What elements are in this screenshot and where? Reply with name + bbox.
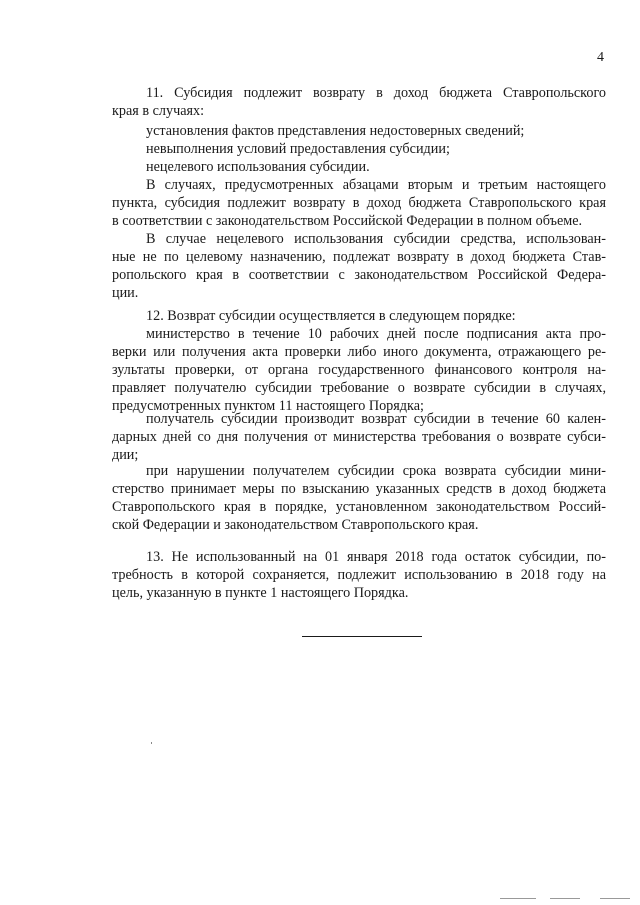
text-line: дии; bbox=[112, 446, 139, 463]
scan-mark bbox=[151, 742, 152, 744]
text-line: края в случаях: bbox=[112, 102, 205, 119]
text-line: зультаты проверки, от органа государственного финансового контроля на- bbox=[112, 361, 606, 378]
text-line: 13. Не использованный на 01 января 2018 года остаток субсидии, по- bbox=[146, 549, 606, 565]
text-line: ропольского края в соответствии с законодательством Российской Федера- bbox=[112, 266, 606, 283]
text-line: дарных дней со дня получения от министерства требования о возврате субси- bbox=[112, 428, 606, 445]
text-line: ской Федерации и законодательством Ставропольского края. bbox=[112, 516, 479, 533]
text-line: пункта, субсидия подлежит возврату в доход бюджета Ставропольского края bbox=[112, 194, 606, 211]
text-line: Ставропольского края в порядке, установленном законодательством Россий- bbox=[112, 498, 606, 515]
text-line: в соответствии с законодательством Российской Федерации в полном объеме. bbox=[112, 212, 583, 229]
text-line: установления фактов представления недостоверных сведений; bbox=[146, 123, 525, 139]
text-line: стерство принимает меры по взысканию указанных средств в доход бюджета bbox=[112, 480, 606, 497]
text-line: правляет получателю субсидии требование о возврате субсидии в случаях, bbox=[112, 379, 606, 396]
text-line: ции. bbox=[112, 284, 139, 301]
text-line: невыполнения условий предоставления субсидии; bbox=[146, 141, 450, 157]
text-line: В случаях, предусмотренных абзацами вторым и третьим настоящего bbox=[146, 177, 606, 193]
text-line: 12. Возврат субсидии осуществляется в следующем порядке: bbox=[146, 308, 516, 324]
text-line: нецелевого использования субсидии. bbox=[146, 159, 370, 175]
text-line: цель, указанную в пункте 1 настоящего Порядка. bbox=[112, 584, 409, 601]
text-line: ные не по целевому назначению, подлежат возврату в доход бюджета Став- bbox=[112, 248, 606, 265]
text-line: получатель субсидии производит возврат субсидии в течение 60 кален- bbox=[146, 411, 606, 427]
closing-rule bbox=[302, 636, 422, 637]
text-line: верки или получения акта проверки либо иного документа, отражающего ре- bbox=[112, 343, 606, 360]
page-number: 4 bbox=[597, 50, 604, 65]
text-line: министерство в течение 10 рабочих дней после подписания акта про- bbox=[146, 326, 606, 342]
text-line: требность в которой сохраняется, подлежит использованию в 2018 году на bbox=[112, 566, 606, 583]
text-line: предусмотренных пунктом 11 настоящего Порядка; bbox=[112, 397, 424, 414]
text-line: В случае нецелевого использования субсидии средства, использован- bbox=[146, 231, 606, 247]
footer-mark-3 bbox=[600, 898, 630, 899]
text-line: при нарушении получателем субсидии срока возврата субсидии мини- bbox=[146, 463, 606, 479]
text-line: 11. Субсидия подлежит возврату в доход бюджета Ставропольского bbox=[146, 85, 606, 101]
footer-mark-2 bbox=[550, 898, 580, 899]
footer-mark-1 bbox=[500, 898, 536, 899]
